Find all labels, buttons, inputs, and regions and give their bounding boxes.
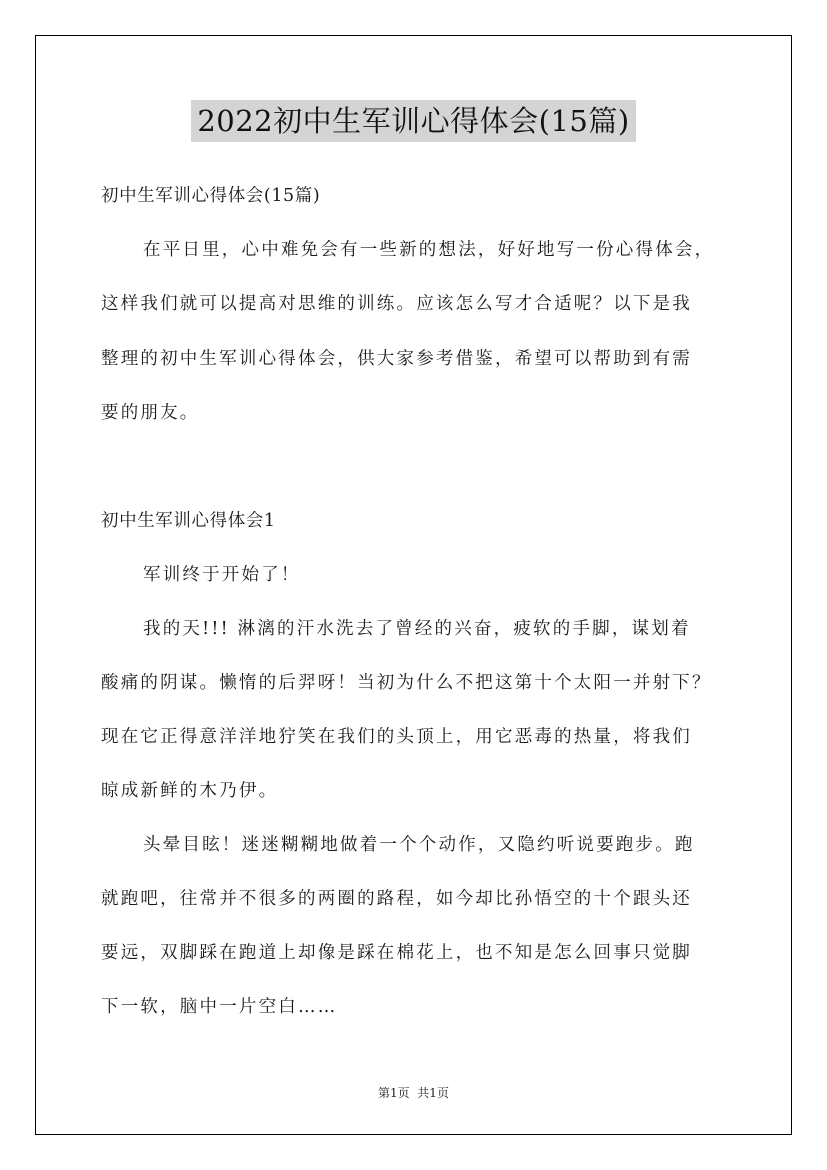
paragraph-line: 下一软，脑中一片空白……: [101, 997, 338, 1017]
intro-line: 这样我们就可以提高对思维的训练。应该怎么写才合适呢？以下是我: [101, 294, 692, 314]
paragraph-line: 我的天!!! 淋漓的汗水洗去了曾经的兴奋，疲软的手脚，谋划着: [143, 619, 691, 639]
title-container: [0, 100, 827, 142]
section-heading: 初中生军训心得体会1: [101, 511, 276, 531]
paragraph-line: 头晕目眩！迷迷糊糊地做着一个个动作，又隐约听说要跑步。跑: [143, 835, 695, 855]
paragraph-line: 要远，双脚踩在跑道上却像是踩在棉花上，也不知是怎么回事只觉脚: [101, 943, 692, 963]
paragraph-line: 军训终于开始了！: [143, 565, 301, 585]
page-footer: 第1页 共1页: [378, 1086, 449, 1100]
paragraph-line: 就跑吧，往常并不很多的两圈的路程，如今却比孙悟空的十个跟头还: [101, 889, 692, 909]
document-title: 2022初中生军训心得体会(15篇): [191, 100, 635, 142]
intro-line: 在平日里，心中难免会有一些新的想法，好好地写一份心得体会，: [143, 240, 715, 260]
paragraph-line: 现在它正得意洋洋地狞笑在我们的头顶上，用它恶毒的热量，将我们: [101, 727, 692, 747]
paragraph-line: 晾成新鲜的木乃伊。: [101, 781, 279, 801]
intro-line: 要的朋友。: [101, 403, 200, 423]
intro-line: 整理的初中生军训心得体会，供大家参考借鉴，希望可以帮助到有需: [101, 349, 692, 369]
document-subtitle: 初中生军训心得体会(15篇): [101, 186, 321, 206]
paragraph-line: 酸痛的阴谋。懒惰的后羿呀！当初为什么不把这第十个太阳一并射下？: [101, 673, 712, 693]
